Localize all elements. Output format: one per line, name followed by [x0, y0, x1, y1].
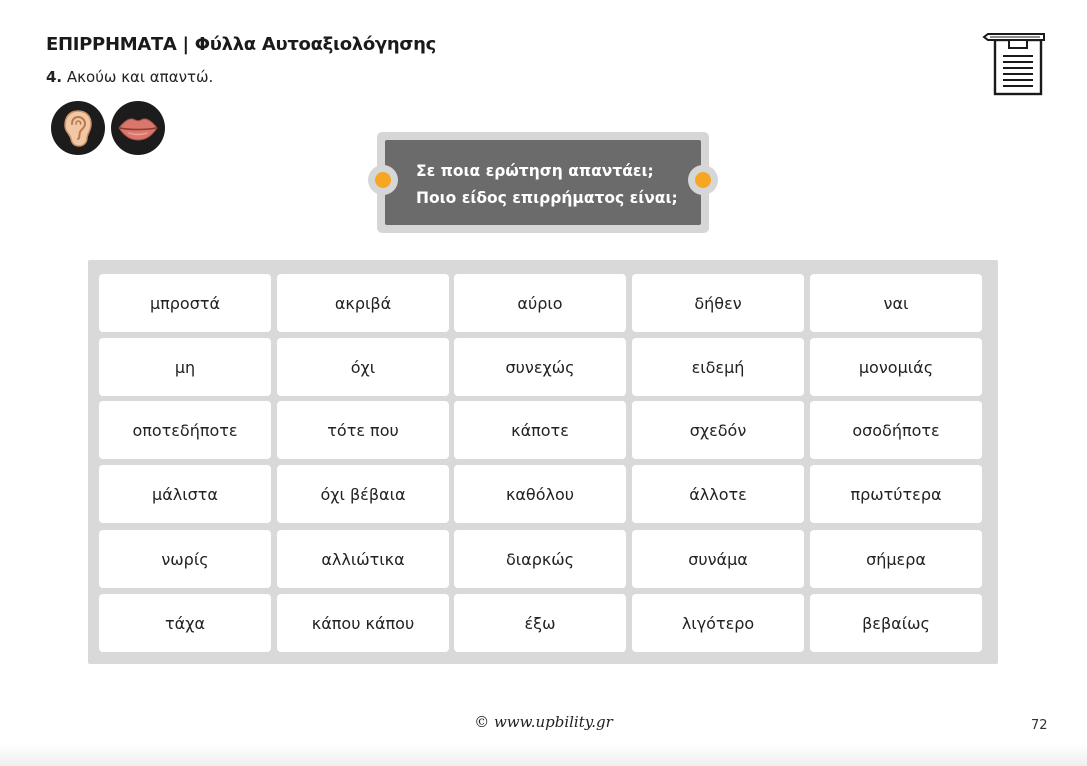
word-card: διαρκώς: [454, 530, 626, 588]
word-card: οποτεδήποτε: [99, 401, 271, 459]
word-card: ακριβά: [277, 274, 449, 332]
word-card: δήθεν: [632, 274, 804, 332]
word-card: νωρίς: [99, 530, 271, 588]
word-card: τότε που: [277, 401, 449, 459]
question-box: [377, 132, 709, 233]
word-card: μονομιάς: [810, 338, 982, 396]
word-card: καθόλου: [454, 465, 626, 523]
lips-icon: [111, 101, 165, 155]
word-card: όχι βέβαια: [277, 465, 449, 523]
question-panel: [385, 140, 701, 225]
word-card: τάχα: [99, 594, 271, 652]
word-grid: [88, 260, 998, 664]
word-card: μη: [99, 338, 271, 396]
word-card: κάποτε: [454, 401, 626, 459]
page-number: 72: [1031, 718, 1048, 733]
word-card: έξω: [454, 594, 626, 652]
left-connector-dot: [368, 165, 398, 195]
right-connector-dot: [688, 165, 718, 195]
word-card: συνεχώς: [454, 338, 626, 396]
page-bottom-shade: [0, 744, 1087, 766]
ear-icon: [51, 101, 105, 155]
clipboard-icon: [982, 30, 1046, 98]
instruction-text: Ακούω και απαντώ.: [66, 68, 214, 86]
word-card: σήμερα: [810, 530, 982, 588]
exercise-number: 4.: [46, 68, 63, 86]
word-card: αλλιώτικα: [277, 530, 449, 588]
word-card: άλλοτε: [632, 465, 804, 523]
word-card: ειδεμή: [632, 338, 804, 396]
word-card: μπροστά: [99, 274, 271, 332]
word-card: βεβαίως: [810, 594, 982, 652]
question-line-1: Σε ποια ερώτηση απαντάει;: [416, 162, 654, 180]
word-card: λιγότερο: [632, 594, 804, 652]
word-card: κάπου κάπου: [277, 594, 449, 652]
word-card: σχεδόν: [632, 401, 804, 459]
word-card: αύριο: [454, 274, 626, 332]
word-card: μάλιστα: [99, 465, 271, 523]
word-card: πρωτύτερα: [810, 465, 982, 523]
question-line-2: Ποιο είδος επιρρήματος είναι;: [416, 189, 678, 207]
word-card: συνάμα: [632, 530, 804, 588]
word-card: όχι: [277, 338, 449, 396]
word-card: οσοδήποτε: [810, 401, 982, 459]
page-title: ΕΠΙΡΡΗΜΑΤΑ | Φύλλα Αυτοαξιολόγησης: [46, 34, 436, 55]
footer-copyright: © www.upbility.gr: [474, 713, 613, 731]
word-card: ναι: [810, 274, 982, 332]
exercise-instruction: [46, 68, 213, 86]
